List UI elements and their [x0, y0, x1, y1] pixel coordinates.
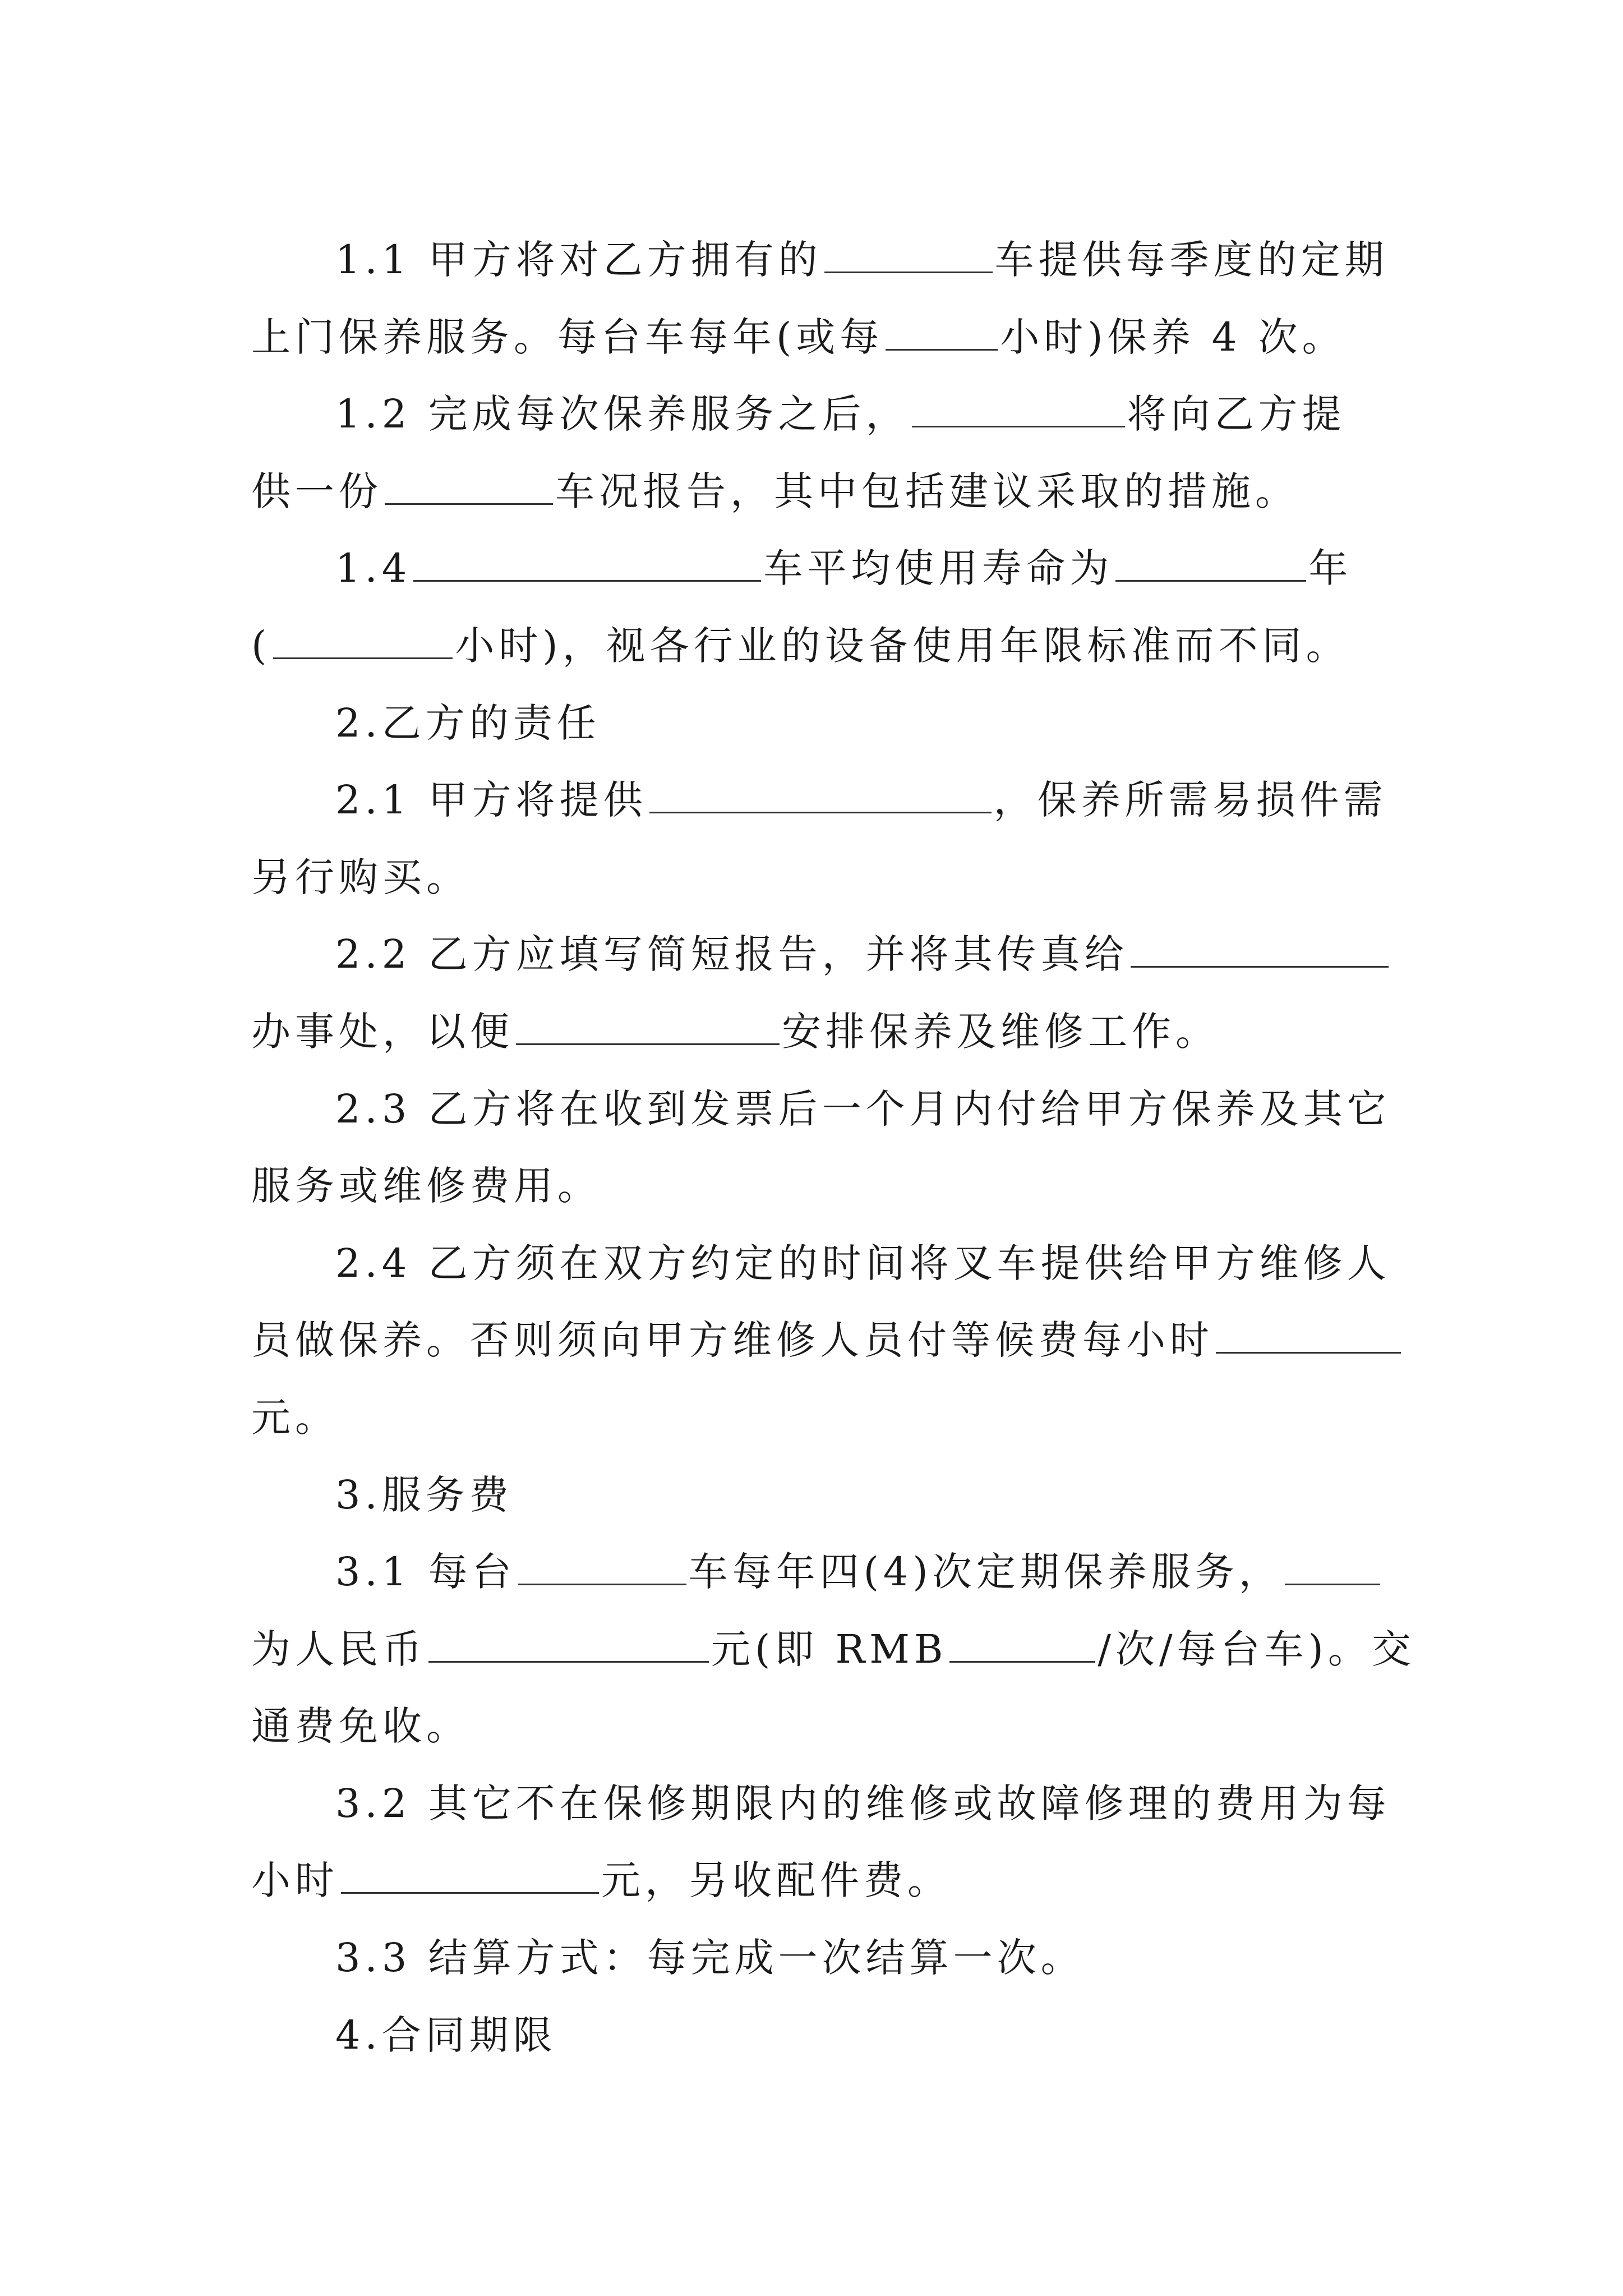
- text-line: 2.乙方的责任: [335, 700, 601, 746]
- clause-2-4: [251, 1225, 1390, 1457]
- fill-blank[interactable]: [912, 393, 1125, 427]
- clause-3-3: [251, 1920, 1390, 1997]
- text-line: 小时 元，另收配件费。: [251, 1857, 951, 1904]
- fill-blank[interactable]: [1131, 933, 1389, 968]
- text-line: 上门保养服务。每台车每年(或每 小时)保养 4 次。: [251, 314, 1346, 360]
- fill-blank[interactable]: [428, 1628, 709, 1663]
- clause-1-1: [251, 222, 1390, 376]
- document-page: [251, 222, 1415, 2074]
- text-line: 另行购买。: [251, 854, 470, 900]
- fill-blank[interactable]: [341, 1860, 599, 1894]
- text-line: ( 小时)，视各行业的设备使用年限标准而不同。: [251, 622, 1350, 669]
- fill-blank[interactable]: [1115, 547, 1306, 582]
- clause-2-2: [251, 916, 1390, 1070]
- section-heading-4: [251, 1997, 1390, 2074]
- text-line: 2.2 乙方应填写简短报告，并将其传真给: [251, 916, 1390, 993]
- fill-blank[interactable]: [518, 1551, 686, 1585]
- text-line: 通费免收。: [251, 1703, 470, 1750]
- text-line: 3.2 其它不在保修期限内的维修或故障修理的费用为每: [335, 1780, 1391, 1826]
- section-heading-3: [251, 1457, 1390, 1534]
- text-line: 1.2 完成每次保养服务之后， 将向乙方提: [335, 391, 1346, 438]
- text-line: 3.服务费: [335, 1471, 513, 1518]
- clause-3-1: [251, 1534, 1415, 1765]
- fill-blank[interactable]: [886, 316, 998, 351]
- fill-blank[interactable]: [1285, 1551, 1380, 1585]
- text-line: 4.合同期限: [335, 2012, 557, 2058]
- text-line: 员做保养。否则须向甲方维修人员付等候费每小时: [251, 1302, 1390, 1379]
- text-line: 办事处，以便 安排保养及维修工作。: [251, 1008, 1219, 1055]
- text-line: 2.3 乙方将在收到发票后一个月内付给甲方保养及其它: [335, 1085, 1391, 1132]
- clause-3-2: [251, 1765, 1390, 1920]
- text-line: 1.1 甲方将对乙方拥有的 车提供每季度的定期: [335, 237, 1389, 283]
- text-line: 元。: [251, 1394, 339, 1441]
- clause-1-4: [251, 530, 1390, 684]
- fill-blank[interactable]: [385, 471, 553, 505]
- text-line: 1.4 车平均使用寿命为 年: [335, 545, 1353, 592]
- fill-blank[interactable]: [273, 625, 453, 659]
- text-line: 为人民币 元(即 RMB /次/每台车)。交: [251, 1626, 1415, 1672]
- clause-2-1: [251, 762, 1390, 916]
- text-line: 3.1 每台 车每年四(4)次定期保养服务，: [251, 1534, 1390, 1611]
- clause-2-3: [251, 1071, 1390, 1225]
- text-line: 2.4 乙方须在双方约定的时间将叉车提供给甲方维修人: [335, 1240, 1391, 1286]
- text-line: 服务或维修费用。: [251, 1163, 601, 1209]
- fill-blank[interactable]: [1216, 1319, 1401, 1354]
- text-line: 3.3 结算方式：每完成一次结算一次。: [335, 1935, 1085, 1981]
- fill-blank[interactable]: [516, 1011, 780, 1045]
- clause-1-2: [251, 376, 1390, 530]
- fill-blank[interactable]: [413, 547, 761, 582]
- fill-blank[interactable]: [649, 779, 992, 813]
- text-line: 供一份 车况报告，其中包括建议采取的措施。: [251, 468, 1299, 514]
- fill-blank[interactable]: [949, 1628, 1095, 1663]
- fill-blank[interactable]: [824, 239, 993, 273]
- text-line: 2.1 甲方将提供 ，保养所需易损件需: [335, 777, 1387, 823]
- section-heading-2: [251, 685, 1390, 762]
